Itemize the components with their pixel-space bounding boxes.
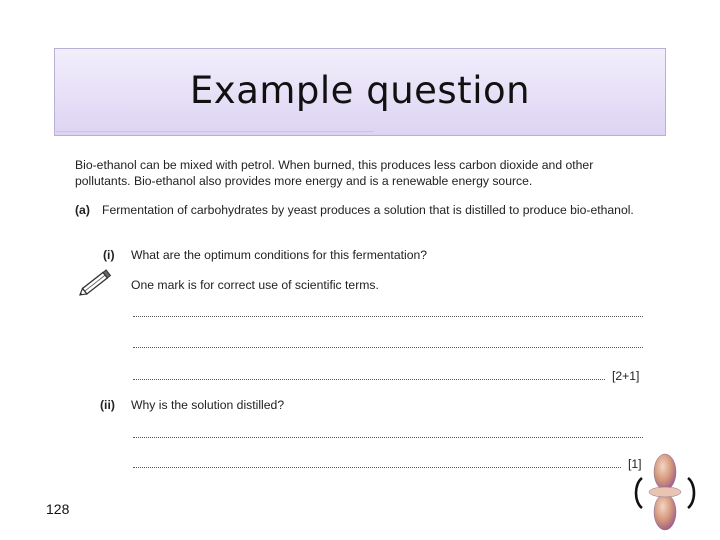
part-i-marks: [2+1] xyxy=(612,369,640,383)
title-underline xyxy=(56,131,374,132)
answer-line[interactable] xyxy=(133,316,643,317)
page-number: 128 xyxy=(46,501,70,517)
part-i-question: What are the optimum conditions for this fermentation? xyxy=(131,248,428,262)
part-ii-marks: [1] xyxy=(628,457,642,471)
part-ii-question: Why is the solution distilled? xyxy=(131,398,285,412)
part-a-label: (a) xyxy=(75,203,90,217)
part-a-text: Fermentation of carbohydrates by yeast produces a solution that is distilled to produce bio-ethanol. xyxy=(102,203,634,217)
title-banner xyxy=(54,48,666,136)
pencil-icon xyxy=(76,266,116,300)
answer-line[interactable] xyxy=(133,379,605,380)
part-i-label: (i) xyxy=(103,248,115,262)
part-ii-label: (ii) xyxy=(100,398,115,412)
part-i-note: One mark is for correct use of scientific terms. xyxy=(131,278,379,292)
slide-title: Example question xyxy=(189,69,531,112)
answer-line[interactable] xyxy=(133,437,643,438)
answer-line[interactable] xyxy=(133,467,621,468)
question-intro: Bio-ethanol can be mixed with petrol. When burned, this produces less carbon dioxide and other pollutants. Bio-ethanol also provides more energy and is a renewable energy source. xyxy=(75,158,594,188)
answer-line[interactable] xyxy=(133,347,643,348)
orbital-logo xyxy=(632,452,698,532)
